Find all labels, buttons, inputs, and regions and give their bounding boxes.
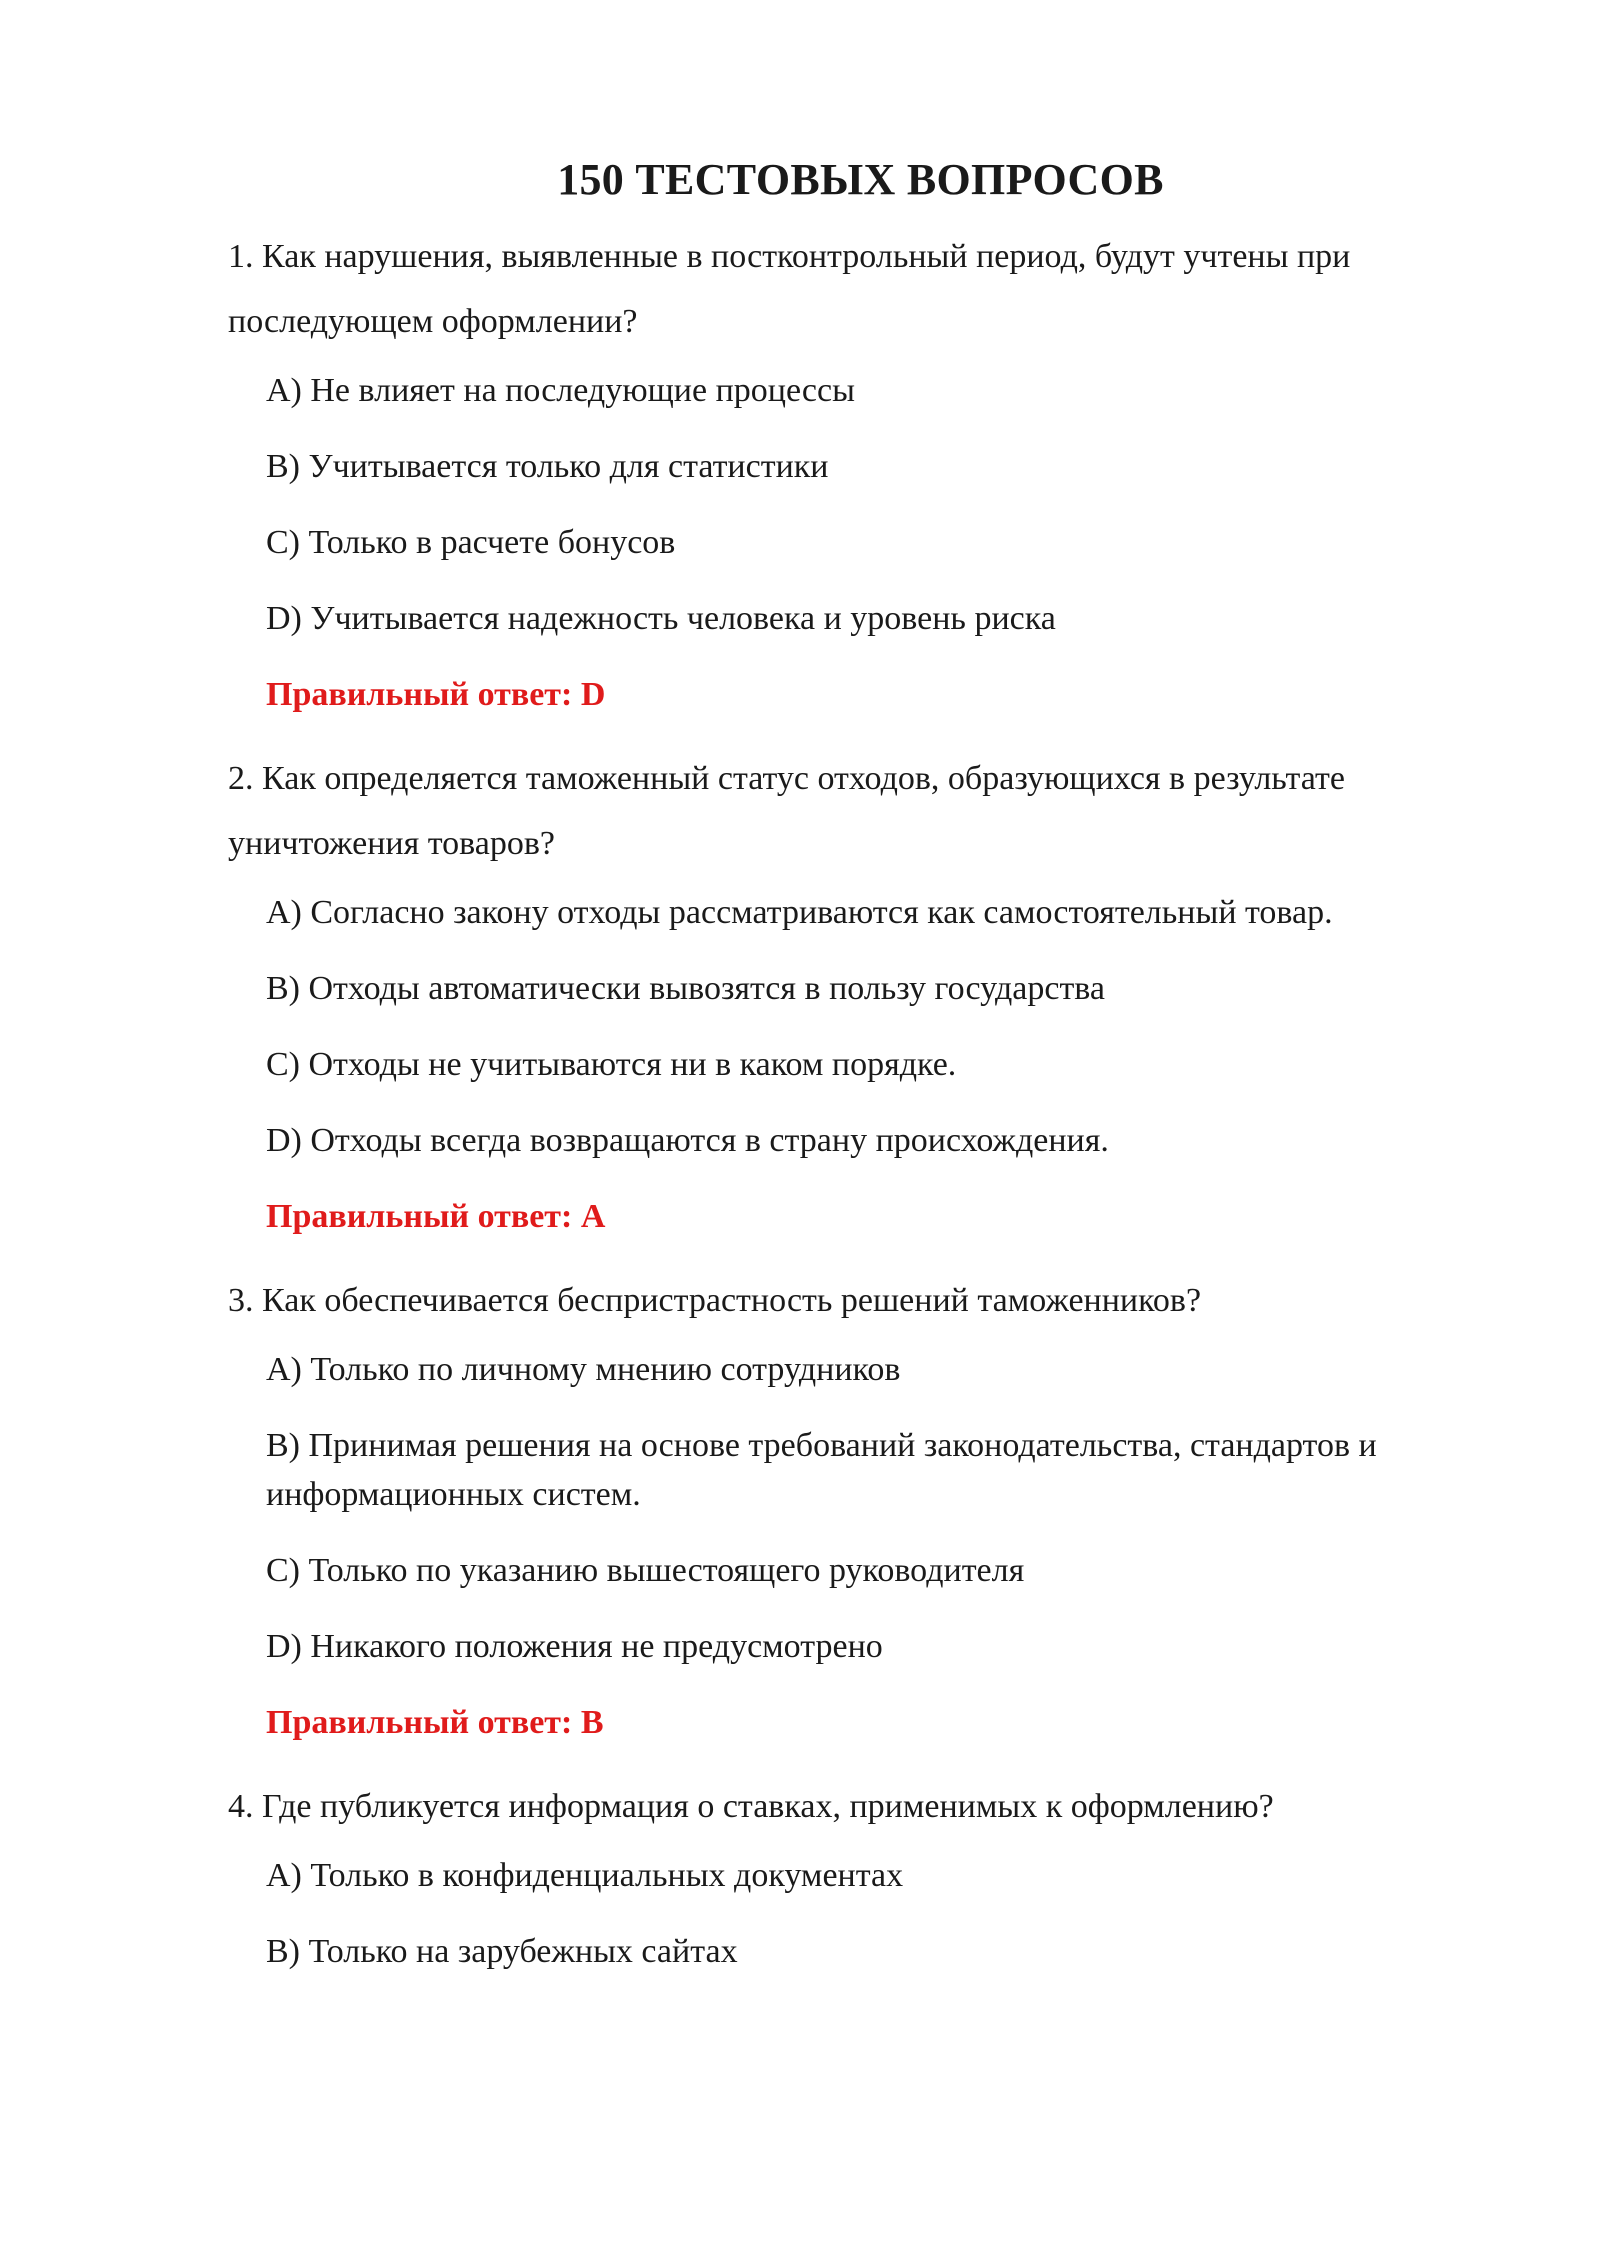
options-list <box>228 1851 1478 1976</box>
correct-answer-label: Правильный ответ: <box>266 1704 573 1741</box>
option-a: A) Только в конфиденциальных документах <box>266 1857 904 1894</box>
question-block <box>228 746 1478 1241</box>
option-d: D) Никакого положения не предусмотрено <box>266 1628 883 1665</box>
question-text: 4. Где публикуется информация о ставках, применимых к оформлению? <box>228 1788 1274 1825</box>
option-b: B) Только на зарубежных сайтах <box>266 1933 738 1970</box>
correct-answer-letter: B <box>580 1704 604 1741</box>
correct-answer <box>228 1698 1478 1747</box>
option-b: B) Отходы автоматически вывозятся в пользу государства <box>266 970 1105 1007</box>
option-c: C) Только в расчете бонусов <box>266 524 676 561</box>
question-text: 3. Как обеспечивается беспристрастность решений таможенников? <box>228 1282 1202 1319</box>
option-a: A) Согласно закону отходы рассматриваются как самостоятельный товар. <box>266 894 1333 931</box>
question-block <box>228 224 1478 719</box>
correct-answer-letter: D <box>580 676 606 713</box>
document-title: 150 ТЕСТОВЫХ ВОПРОСОВ <box>557 155 1164 204</box>
correct-answer-label: Правильный ответ: <box>266 676 573 713</box>
option-a: A) Не влияет на последующие процессы <box>266 372 855 409</box>
option-b: B) Учитывается только для статистики <box>266 448 829 485</box>
option-d: D) Отходы всегда возвращаются в страну происхождения. <box>266 1122 1109 1159</box>
question-block <box>228 1268 1478 1747</box>
correct-answer-label: Правильный ответ: <box>266 1198 573 1235</box>
correct-answer-letter: A <box>580 1198 606 1235</box>
option-d: D) Учитывается надежность человека и уровень риска <box>266 600 1056 637</box>
option-c: C) Отходы не учитываются ни в каком порядке. <box>266 1046 957 1083</box>
question-text: 1. Как нарушения, выявленные в постконтрольный период, будут учтены при последующем оформлении? <box>228 238 1351 340</box>
option-a: A) Только по личному мнению сотрудников <box>266 1351 901 1388</box>
correct-answer <box>228 670 1478 719</box>
question-text: 2. Как определяется таможенный статус отходов, образующихся в результате уничтожения товаров? <box>228 760 1345 862</box>
option-b: B) Принимая решения на основе требований законодательства, стандартов и информационных систем. <box>266 1427 1377 1513</box>
question-block <box>228 1774 1478 1976</box>
options-list <box>228 888 1478 1165</box>
document-page <box>228 150 1478 2003</box>
option-c: C) Только по указанию вышестоящего руководителя <box>266 1552 1025 1589</box>
options-list <box>228 366 1478 643</box>
options-list <box>228 1345 1478 1671</box>
correct-answer <box>228 1192 1478 1241</box>
